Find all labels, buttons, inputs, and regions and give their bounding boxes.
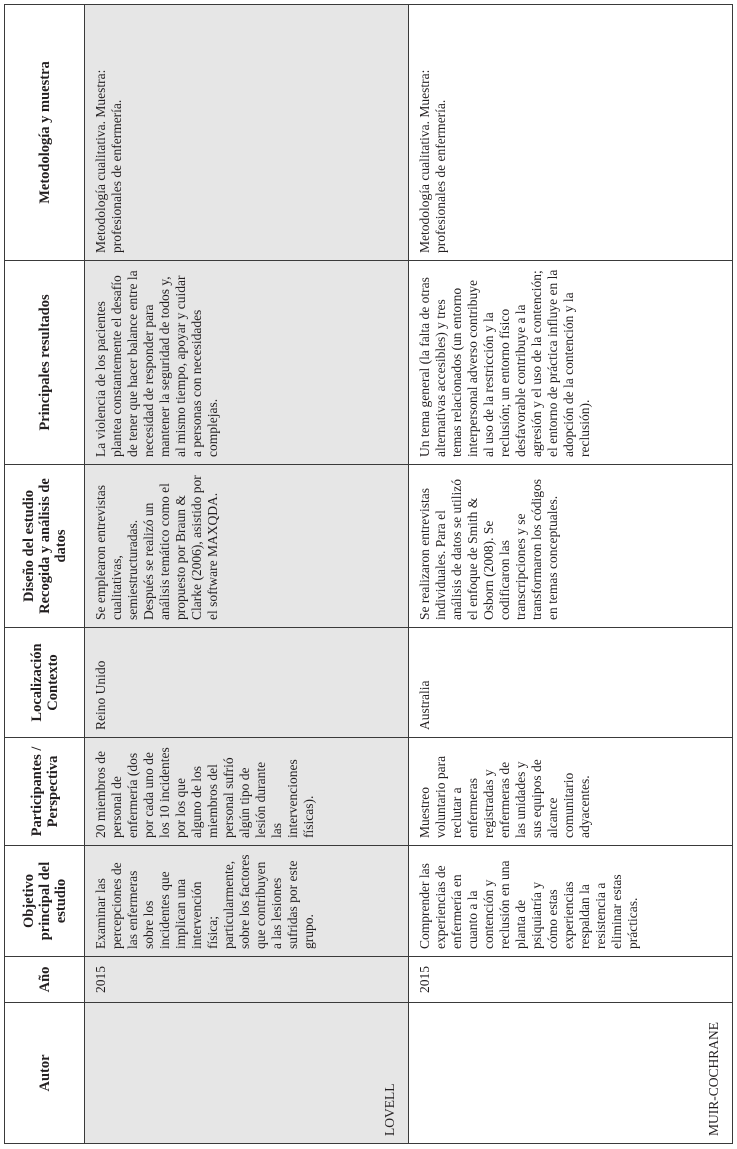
cell-author: LOVELL — [85, 1003, 409, 1144]
cell-author: MUIR-COCHRANE — [409, 1003, 733, 1144]
cell-location: Australia — [409, 628, 733, 738]
cell-results: La violencia de los pacientes plantea constantemente el desafío de tener que hacer balance entre la necesidad de responder para mantener la seguridad de todos y, al mismo tiempo, apoyar y cuidar a personas con necesidades complejas. — [85, 261, 409, 465]
table-row — [85, 5, 409, 1144]
cell-participants: 20 miembros de personal de enfermería (dos por cada uno de los 10 incidentes por los que alguno de los miembros del personal sufrió algún tipo de lesión durante las intervenciones físicas). — [85, 738, 409, 846]
cell-methodology: Metodología cualitativa. Muestra: profesionales de enfermería. — [85, 5, 409, 261]
header-year: Año — [5, 957, 85, 1003]
cell-results: Un tema general (la falta de otras alternativas accesibles) y tres temas relacionados (un entorno interpersonal adverso contribuye al uso de la restricción y la reclusión; un entorno físico desfavorable contribuye a la agresión y el uso de la contención; el entorno de práctica influye en la adopción de la contención y la reclusión). — [409, 261, 733, 465]
studies-table — [4, 4, 733, 1144]
header-design: Diseño del estudio Recogida y análisis de datos — [5, 465, 85, 628]
header-objective: Objetivo principal del estudio — [5, 846, 85, 957]
cell-objective: Examinar las percepciones de las enfermeras sobre los incidentes que implican una intervención física; particularmente, sobre los factores que contribuyen a las lesiones sufridas por este grupo. — [85, 846, 409, 957]
header-row — [5, 5, 85, 1144]
cell-objective: Comprender las experiencias de enfermería en cuanto a la contención y reclusión en una planta de psiquiatría y cómo estas experiencias respaldan la resistencia a eliminar estas prácticas. — [409, 846, 733, 957]
header-results: Principales resultados — [5, 261, 85, 465]
header-methodology: Metodología y muestra — [5, 5, 85, 261]
header-participants: Participantes / Perspectiva — [5, 738, 85, 846]
cell-methodology: Metodología cualitativa. Muestra: profesionales de enfermería. — [409, 5, 733, 261]
cell-design: Se realizaron entrevistas individuales. Para el análisis de datos se utilizó el enfoque de Smith & Osborn (2008). Se codificaron las transcripciones y se transformaron los códigos en temas conceptuales. — [409, 465, 733, 628]
header-author: Autor — [5, 1003, 85, 1144]
cell-participants: Muestreo voluntario para reclutar a enfermeras registradas y enfermeras de las unidades y sus equipos de alcance comunitario adyacentes. — [409, 738, 733, 846]
cell-year: 2015 — [409, 957, 733, 1003]
header-location: Localización Contexto — [5, 628, 85, 738]
cell-year: 2015 — [85, 957, 409, 1003]
cell-location: Reino Unido — [85, 628, 409, 738]
cell-design: Se emplearon entrevistas cualitativas, semiestructuradas. Después se realizó un análisis temático como el propuesto por Braun & Clarke (2006), asistido por el software MAXQDA. — [85, 465, 409, 628]
table-row — [409, 5, 733, 1144]
